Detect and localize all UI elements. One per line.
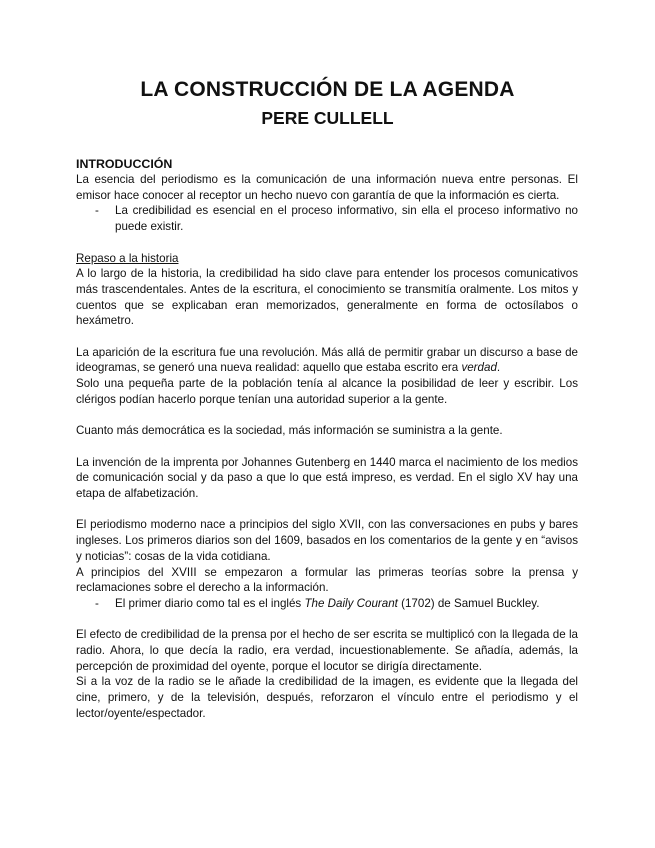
intro-paragraph: La esencia del periodismo es la comunicación de una información nueva entre personas. El emisor hace conocer al receptor un hecho nuevo con garantía de que la información es cierta. bbox=[76, 173, 578, 202]
bullet-text-end: (1702) de Samuel Buckley. bbox=[397, 596, 540, 610]
historia-paragraph-7: A principios del XVIII se empezaron a formular las primeras teorías sobre la prensa y reclamaciones sobre el derecho a la información. bbox=[76, 565, 578, 595]
dash-marker: - bbox=[95, 596, 99, 610]
p2-end: . bbox=[496, 361, 501, 375]
p2-italic: verdad bbox=[461, 361, 497, 375]
document-title: LA CONSTRUCCIÓN DE LA AGENDA bbox=[140, 78, 515, 101]
dash-marker: - bbox=[95, 204, 99, 218]
historia-paragraph-5: La invención de la imprenta por Johannes Gutenberg en 1440 marca el nacimiento de los medios de comunicación social y da paso a que lo que está impreso, es verdad. En el siglo XV hay una etapa de alfabetización. bbox=[76, 455, 578, 500]
historia-bullet-list bbox=[76, 596, 578, 612]
intro-bullet-text: La credibilidad es esencial en el proceso informativo, sin ella el proceso informativo no puede existir. bbox=[115, 204, 578, 234]
section-heading-introduccion: INTRODUCCIÓN bbox=[76, 157, 173, 171]
document-author: PERE CULLELL bbox=[261, 108, 394, 128]
newspaper-title: The Daily Courant bbox=[304, 596, 398, 610]
historia-paragraph-9: Si a la voz de la radio se le añade la credibilidad de la imagen, es evidente que la llegada del cine, primero, y de la televisión, después, reforzaron el vínculo entre el periodismo y el lector/oyente/espectador. bbox=[76, 675, 578, 720]
bullet-text: El primer diario como tal es el inglés bbox=[115, 596, 305, 610]
historia-paragraph-2 bbox=[76, 345, 578, 376]
section-heading-historia: Repaso a la historia bbox=[76, 251, 179, 265]
intro-bullet-list bbox=[76, 203, 578, 234]
historia-paragraph-1: A lo largo de la historia, la credibilidad ha sido clave para entender los procesos comunicativos más trascendentales. Antes de la escritura, el conocimiento se transmitía oralmente. Los mitos y cuentos que se explicaban eran memorizados, generalmente en forma de octosílabos o hexámetro. bbox=[76, 267, 578, 328]
historia-paragraph-4: Cuanto más democrática es la sociedad, más información se suministra a la gente. bbox=[76, 424, 503, 438]
list-item bbox=[76, 203, 578, 234]
historia-paragraph-6: El periodismo moderno nace a principios del siglo XVII, con las conversaciones en pubs y bares ingleses. Los primeros diarios son del 1609, basados en los comentarios de la gente y en “avisos y noticias”: cosas de la vida cotidiana. bbox=[76, 518, 578, 563]
historia-paragraph-3: Solo una pequeña parte de la población tenía al alcance la posibilidad de leer y escribir. Los clérigos podían hacerlo porque tenían una autoridad superior a la gente. bbox=[76, 377, 578, 406]
document-body bbox=[76, 156, 578, 722]
list-item bbox=[76, 596, 578, 612]
historia-paragraph-8: El efecto de credibilidad de la prensa por el hecho de ser escrita se multiplicó con la llegada de la radio. Ahora, lo que decía la radio, era verdad, incuestionablemente. Se añadía, además, la percepción de proximidad del oyente, porque el locutor se dirigía directamente. bbox=[76, 628, 578, 673]
p2-text: La aparición de la escritura fue una revolución. Más allá de permitir grabar un discurso a base de ideogramas, se generó una nueva realidad: aquello que estaba escrito era bbox=[76, 345, 578, 375]
